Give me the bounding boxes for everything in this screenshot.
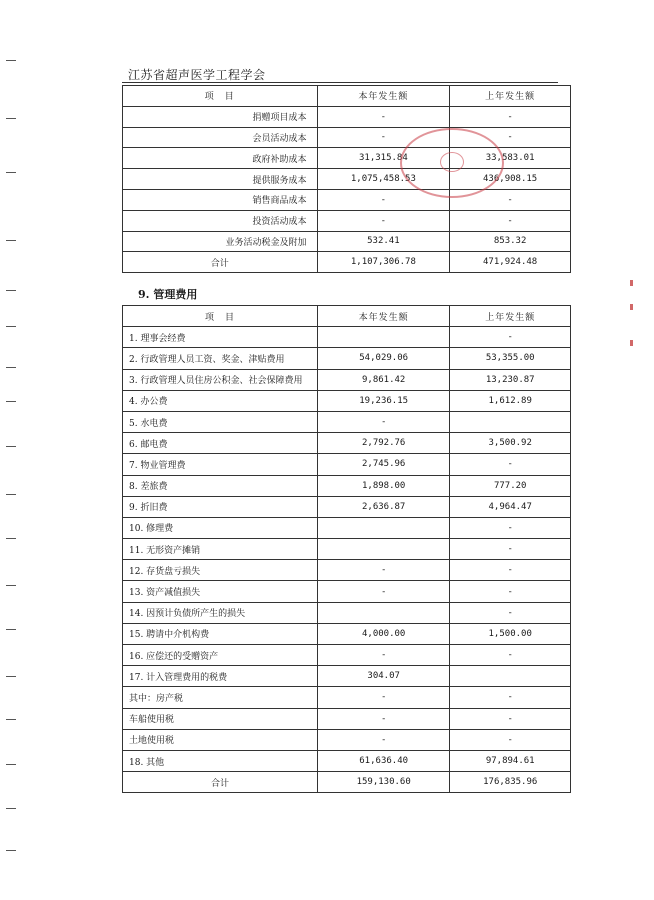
- row-current: 1,075,458.53: [317, 169, 450, 190]
- row-current: -: [317, 687, 449, 708]
- table-row: [123, 750, 571, 771]
- row-current: 9,861.42: [317, 369, 449, 390]
- row-previous: 53,355.00: [450, 348, 571, 369]
- edge-red-marks: [630, 280, 638, 360]
- row-current: -: [317, 210, 450, 231]
- row-previous: 777.20: [450, 475, 571, 496]
- table-row: [123, 231, 571, 252]
- table-row: [123, 708, 571, 729]
- row-current: -: [317, 189, 450, 210]
- row-item: 12. 存货盘亏损失: [123, 560, 318, 581]
- table-row: [123, 433, 571, 454]
- row-previous: -: [450, 602, 571, 623]
- row-previous: 97,894.61: [450, 750, 571, 771]
- row-previous: -: [450, 454, 571, 475]
- table-row: [123, 210, 571, 231]
- table-row: [123, 645, 571, 666]
- header-current: 本年发生额: [317, 306, 449, 327]
- row-item: 业务活动税金及附加: [123, 231, 318, 252]
- row-current: 532.41: [317, 231, 450, 252]
- row-previous: -: [450, 189, 571, 210]
- row-current: 2,636.87: [317, 496, 449, 517]
- row-previous: -: [450, 127, 571, 148]
- row-item: 17. 计入管理费用的税费: [123, 666, 318, 687]
- table-row: [123, 581, 571, 602]
- row-item: 3. 行政管理人员住房公积金、社会保障费用: [123, 369, 318, 390]
- row-item: 会员活动成本: [123, 127, 318, 148]
- table-row: [123, 517, 571, 538]
- row-previous: -: [450, 560, 571, 581]
- management-expense-table: [122, 305, 571, 793]
- header-current: 本年发生额: [317, 86, 450, 107]
- row-current: -: [317, 560, 449, 581]
- row-previous: 3,500.92: [450, 433, 571, 454]
- table-row: [123, 729, 571, 750]
- row-current: [317, 327, 449, 348]
- row-item: 16. 应偿还的受赠资产: [123, 645, 318, 666]
- row-item: 提供服务成本: [123, 169, 318, 190]
- row-current: -: [317, 729, 449, 750]
- row-item: 2. 行政管理人员工资、奖金、津贴费用: [123, 348, 318, 369]
- row-current: 4,000.00: [317, 623, 449, 644]
- table-row: [123, 602, 571, 623]
- row-previous: [450, 411, 571, 432]
- row-current: 2,745.96: [317, 454, 449, 475]
- row-current: 1,898.00: [317, 475, 449, 496]
- row-item: 15. 聘请中介机构费: [123, 623, 318, 644]
- table-row: [123, 327, 571, 348]
- header-item: 项 目: [123, 306, 318, 327]
- row-current: -: [317, 581, 449, 602]
- row-previous: -: [450, 327, 571, 348]
- total-previous: 176,835.96: [450, 772, 571, 793]
- row-previous: 1,612.89: [450, 390, 571, 411]
- binding-margin-marks: [0, 0, 20, 900]
- table-row: [123, 169, 571, 190]
- table-row: [123, 411, 571, 432]
- row-item: 6. 邮电费: [123, 433, 318, 454]
- table-row: [123, 666, 571, 687]
- row-item: 10. 修理费: [123, 517, 318, 538]
- total-current: 159,130.60: [317, 772, 449, 793]
- row-previous: 1,500.00: [450, 623, 571, 644]
- header-row: [123, 86, 571, 107]
- row-item: 18. 其他: [123, 750, 318, 771]
- row-item: 9. 折旧费: [123, 496, 318, 517]
- row-item: 投资活动成本: [123, 210, 318, 231]
- row-previous: -: [450, 581, 571, 602]
- row-item: 销售商品成本: [123, 189, 318, 210]
- total-label: 合计: [123, 772, 318, 793]
- row-item: 11. 无形资产摊销: [123, 539, 318, 560]
- row-current: 31,315.84: [317, 148, 450, 169]
- table-row: [123, 454, 571, 475]
- table-row: [123, 369, 571, 390]
- table-row: [123, 539, 571, 560]
- row-previous: -: [450, 687, 571, 708]
- row-item: 4. 办公费: [123, 390, 318, 411]
- total-row: [123, 252, 571, 273]
- total-current: 1,107,306.78: [317, 252, 450, 273]
- header-previous: 上年发生额: [450, 306, 571, 327]
- table-row: [123, 687, 571, 708]
- row-current: -: [317, 411, 449, 432]
- row-previous: -: [450, 539, 571, 560]
- row-previous: -: [450, 708, 571, 729]
- table-row: [123, 189, 571, 210]
- row-current: [317, 602, 449, 623]
- table-row: [123, 148, 571, 169]
- table-row: [123, 623, 571, 644]
- business-cost-table: [122, 85, 571, 273]
- row-current: -: [317, 127, 450, 148]
- header-row: [123, 306, 571, 327]
- row-previous: -: [450, 106, 571, 127]
- row-item: 5. 水电费: [123, 411, 318, 432]
- header-previous: 上年发生额: [450, 86, 571, 107]
- row-current: -: [317, 645, 449, 666]
- total-label: 合计: [123, 252, 318, 273]
- row-current: [317, 517, 449, 538]
- row-current: -: [317, 106, 450, 127]
- table-row: [123, 560, 571, 581]
- row-current: 54,029.06: [317, 348, 449, 369]
- row-current: 19,236.15: [317, 390, 449, 411]
- organization-title: 江苏省超声医学工程学会: [128, 68, 266, 82]
- table-row: [123, 348, 571, 369]
- row-previous: 33,583.01: [450, 148, 571, 169]
- row-current: -: [317, 708, 449, 729]
- section-title: 9. 管理费用: [138, 288, 198, 301]
- row-previous: -: [450, 729, 571, 750]
- row-previous: 853.32: [450, 231, 571, 252]
- row-item: 政府补助成本: [123, 148, 318, 169]
- row-item: 车船使用税: [123, 708, 318, 729]
- row-previous: -: [450, 210, 571, 231]
- row-item: 13. 资产减值损失: [123, 581, 318, 602]
- row-previous: 13,230.87: [450, 369, 571, 390]
- row-item: 其中：房产税: [123, 687, 318, 708]
- row-item: 捐赠项目成本: [123, 106, 318, 127]
- table-row: [123, 106, 571, 127]
- table-row: [123, 496, 571, 517]
- table-row: [123, 475, 571, 496]
- total-previous: 471,924.48: [450, 252, 571, 273]
- row-item: 14. 因预计负债所产生的损失: [123, 602, 318, 623]
- row-item: 7. 物业管理费: [123, 454, 318, 475]
- row-item: 8. 差旅费: [123, 475, 318, 496]
- total-row: [123, 772, 571, 793]
- row-previous: 436,908.15: [450, 169, 571, 190]
- row-item: 土地使用税: [123, 729, 318, 750]
- title-underline: [122, 82, 558, 83]
- row-item: 1. 理事会经费: [123, 327, 318, 348]
- row-previous: -: [450, 645, 571, 666]
- row-previous: 4,964.47: [450, 496, 571, 517]
- row-previous: -: [450, 517, 571, 538]
- header-item: 项 目: [123, 86, 318, 107]
- row-current: 61,636.40: [317, 750, 449, 771]
- table-row: [123, 127, 571, 148]
- row-current: [317, 539, 449, 560]
- row-current: 2,792.76: [317, 433, 449, 454]
- row-previous: [450, 666, 571, 687]
- row-current: 304.07: [317, 666, 449, 687]
- table-row: [123, 390, 571, 411]
